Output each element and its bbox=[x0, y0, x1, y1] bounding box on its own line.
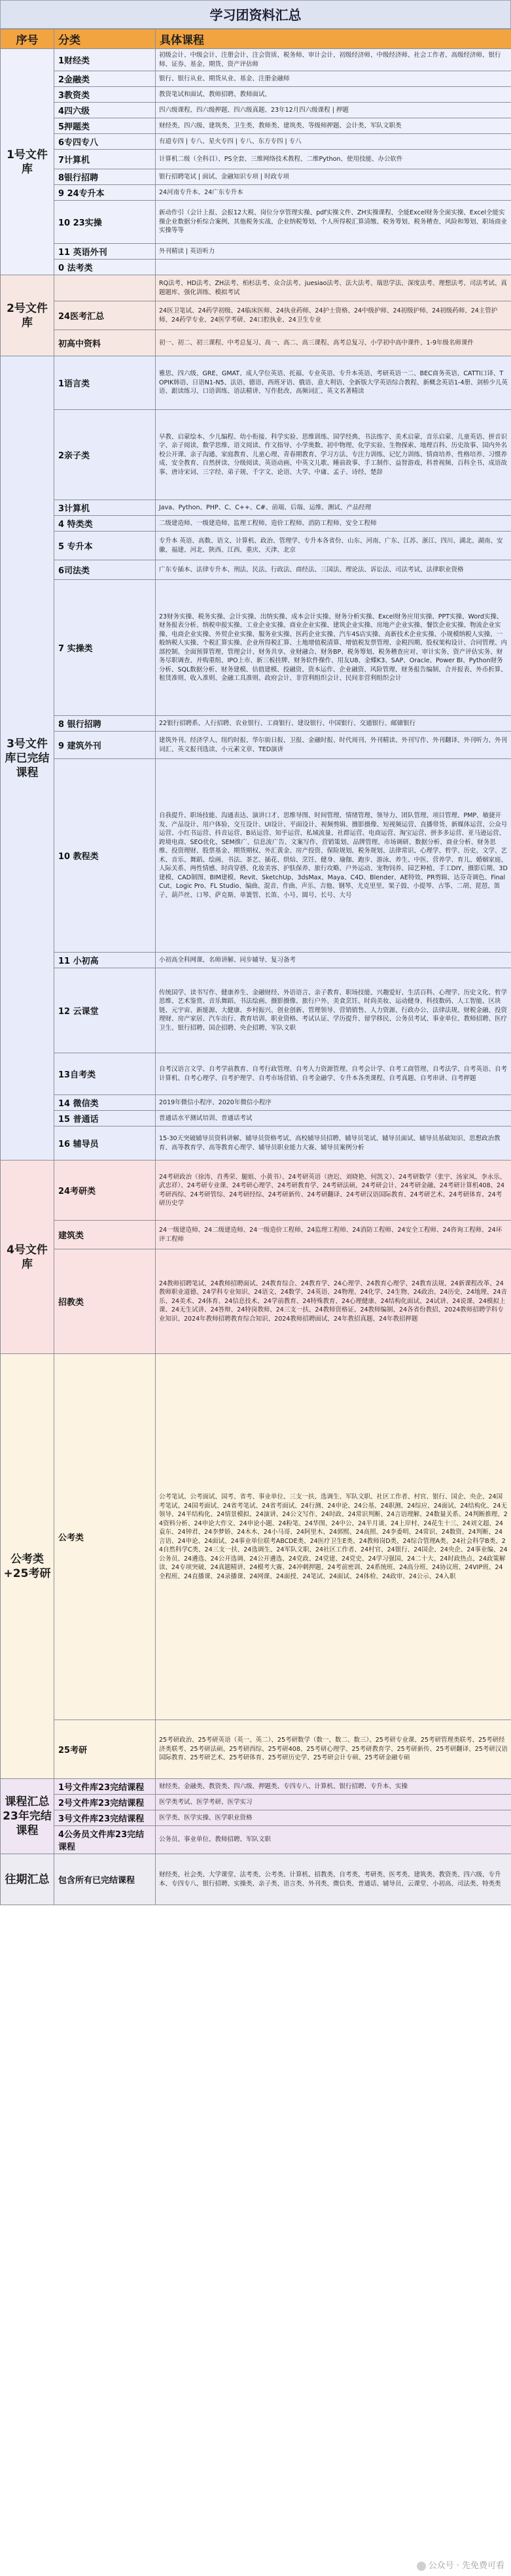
category-cell: 3计算机 bbox=[54, 500, 156, 516]
category-cell: 8银行招聘 bbox=[54, 169, 156, 185]
category-cell: 3教资类 bbox=[54, 87, 156, 103]
courses-cell: Java、Python、PHP、C、C++、C#、前端、后端、运维、测试、产品经理 bbox=[156, 500, 511, 516]
courses-cell: 15-30天突破辅导员资料讲解、辅导员资格考试、高校辅导员招聘、辅导员笔试、辅导员面试、辅导员基础知识、思想政治教育、高等教育学、高等教育心理学、辅导员职业能力大赛、辅导员案例分析 bbox=[156, 1127, 511, 1161]
category-cell: 14 微信类 bbox=[54, 1095, 156, 1111]
category-cell: 建筑类 bbox=[54, 1221, 156, 1249]
courses-cell: 2019年微信小程序、2020年微信小程序 bbox=[156, 1095, 511, 1111]
table-row bbox=[1, 103, 511, 118]
courses-cell: 22银行招聘系、人行招聘、农业银行、工商银行、建设银行、中国银行、交通银行、邮储银行 bbox=[156, 716, 511, 732]
category-cell: 4公务员文件库23完结课程 bbox=[54, 1826, 156, 1854]
table-row bbox=[1, 1111, 511, 1127]
category-cell: 10 教程类 bbox=[54, 759, 156, 953]
table-row bbox=[1, 1249, 511, 1354]
header-courses: 具体课程 bbox=[156, 29, 511, 49]
category-cell: 11 小初高 bbox=[54, 953, 156, 968]
courses-cell: 自考汉语言文学、自考学前教育、自考行政管理、自考人力资源管理、自考会计学、自考工商管理、自考法学、自考英语、自考计算机、自考心理学、自考护理学、自考市场营销、自考金融学、专升本各类课程、自考真题、自考串讲、自考押题 bbox=[156, 1053, 511, 1095]
table-row bbox=[1, 356, 511, 410]
courses-cell: 公考笔试、公考面试、国考、省考、事业单位、三支一扶、选调生、军队文职、社区工作者、村官、银行、国企、央企、24国考笔试、24国考面试、24省考笔试、24省考面试、24行测、24申论、24公基、24职测、24综应、24面试、24结构化、24无领导、24半结构化、24情景模拟、24演讲、24公文写作、24时政、24常识判断、24言语理解、24数量关系、24判断推理、24资料分析、24申论大作文、24申论小题、24粉笔、24华图、24中公、24半月谈、24上岸村、24花生十三、24刘文超、24袁东、24钟君、24李梦娇、24木木、24小马哥、24阿里木、24郭熙、24高照、24李委明、24常识、24数资、24判断、24言语、24申论、24面试、24事业单位联考ABCDE类、24医疗卫生E类、24教师岗D类、24综合管理A类、24社会科学B类、24自然科学C类、24三支一扶、24选调生、24军队文职、24社区工作者、24村官、24银行、24国企、24央企、24事业编、24公务员、24遴选、24公开选调、24公开遴选、24党政、24党建、24党史、24学习强国、24二十大、24时政热点、24政策解读、24专项突破、24真题精讲、24模考大赛、24冲刺押题、24考前密训、24系统班、24高分班、24协议班、24VIP班、24全程班、24直播课、24录播课、24网课、24面授、24笔试、24面试、24体检、24政审、24公示、24入职 bbox=[156, 1354, 511, 1720]
table-row bbox=[1, 71, 511, 87]
header-category: 分类 bbox=[54, 29, 156, 49]
courses-cell: 普通话水平测试培训、普通话考试 bbox=[156, 1111, 511, 1127]
table-row bbox=[1, 1720, 511, 1779]
table-row bbox=[1, 560, 511, 580]
category-cell: 1语言类 bbox=[54, 356, 156, 410]
library-label: 课程汇总23年完结课程 bbox=[1, 1779, 54, 1854]
table-row bbox=[1, 201, 511, 244]
table-row bbox=[1, 1161, 511, 1221]
table-row bbox=[1, 301, 511, 330]
table-row bbox=[1, 1354, 511, 1720]
courses-cell: 24河南专升本、24广东专升本 bbox=[156, 185, 511, 201]
category-cell: 包含所有已完结课程 bbox=[54, 1854, 156, 1905]
courses-cell: 教资笔试和面试、教师招聘、教师面试、 bbox=[156, 87, 511, 103]
table-row bbox=[1, 49, 511, 71]
courses-cell: 有道专四 | 专八、星火专四 | 专八、东方专四 | 专八 bbox=[156, 134, 511, 150]
courses-cell: 24一级建造师、24二级建造师、24一级造价工程师、24监理工程师、24消防工程师、24安全工程师、24咨询工程师、24环评工程师 bbox=[156, 1221, 511, 1249]
category-cell: 7 实操类 bbox=[54, 580, 156, 716]
table-header-row bbox=[1, 29, 511, 49]
table-row bbox=[1, 275, 511, 301]
category-cell: 24医考汇总 bbox=[54, 301, 156, 330]
courses-cell: 23财务实操、税务实操、会计实操、出纳实操、成本会计实操、财务分析实操、Excel财务应用实操、PPT实操、Word实操、财务报表分析、纳税申报实操、工业企业实操、商业企业实操、建筑企业实操、房地产企业实操、餐饮企业实操、物流企业实操、电商企业实操、外贸企业实操、服务业实操、医药企业实操、汽车4S店实操、高新技术企业实操、小规模纳税人实操、一般纳税人实操、个税汇算实操、企业所得税汇算、土地增值税清算、增值税发票管理、金税四期、股权架构设计、合同管理、内部控制、全面预算管理、管理会计、财务共享、业财融合、财务BP、税务筹划、税务稽查应对、审计实务、资产评估实务、财务尽职调查、并购重组、IPO上市、新三板挂牌、财务软件操作、用友U8、金蝶K3、SAP、Oracle、Power BI、Python财务分析、SQL数据分析、财务建模、估值建模、投融资、资本运作、企业融资、风险管理、财务报告编制、合并报表、外币折算、租赁准则、收入准则、金融工具准则、政府会计、非营利组织会计、民间非营利组织会计 bbox=[156, 580, 511, 716]
page-title: 学习团资料汇总 bbox=[0, 0, 511, 29]
courses-cell: 24教师招聘笔试、24教师招聘面试、24教育综合、24教育学、24心理学、24教育心理学、24教育法规、24新课程改革、24教师职业道德、24学科专业知识、24语文、24数学、24英语、24物理、24化学、24生物、24政治、24历史、24地理、24音乐、24美术、24体育、24信息技术、24学前教育、24特殊教育、24心理健康、24结构化面试、24试讲、24说课、24模拟上课、24无生试讲、24答辩、24特岗教师、24三支一扶、24教师资格证、24教师编制、24各省份教招、2024教师招聘学科专业知识、2024年教师招聘教育综合知识、2024教师招聘面试、24年教招真题、24年教招押题 bbox=[156, 1249, 511, 1354]
category-cell: 6专四专八 bbox=[54, 134, 156, 150]
watermark bbox=[417, 2558, 504, 2571]
library-label: 4号文件库 bbox=[1, 1161, 54, 1354]
courses-cell: 建筑外刊、经济学人、纽约时报、华尔街日报、卫报、金融时报、时代周刊、外刊精读、外刊写作、外刊翻译、外刊听力、外刊词汇、英文报刊选读、小元素文章、TED演讲 bbox=[156, 732, 511, 759]
courses-cell: 小初高全科网课、名师讲解、同步辅导、复习备考 bbox=[156, 953, 511, 968]
category-cell: 9 24专升本 bbox=[54, 185, 156, 201]
table-row bbox=[1, 244, 511, 260]
table-row bbox=[1, 500, 511, 516]
category-cell: 1号文件库23完结课程 bbox=[54, 1779, 156, 1795]
courses-cell: 四六级课程、四六级押题、四六级真题、23年12月四六级课程 | 押题 bbox=[156, 103, 511, 118]
table-row bbox=[1, 1826, 511, 1854]
table-row bbox=[1, 516, 511, 532]
courses-cell: 初级会计、中级会计、注册会计、注会资质、税务师、审计会计、初级经济师、中级经济师、社会工作者、高级经济师、银行师、证券、基金、期货、资产评估师 bbox=[156, 49, 511, 71]
library-label: 3号文件库已完结课程 bbox=[1, 356, 54, 1161]
courses-cell: 广东专插本、法律专升本、刑法、民法、行政法、商经法、三国法、理论法、诉讼法、司法考试、法律职业资格 bbox=[156, 560, 511, 580]
table-row bbox=[1, 1854, 511, 1905]
table-row bbox=[1, 87, 511, 103]
courses-cell: 早教、启蒙绘本、少儿编程、幼小衔接、科学实验、思维训练、国学经典、书法练字、美术启蒙、音乐启蒙、儿童英语、拼音识字、亲子阅读、数学思维、语文阅读、作文指导、小学奥数、初中物理、化学实验、生物探索、地理百科、历史故事、国内外名校公开课、亲子沟通、家庭教育、儿童心理、青春期教育、学习方法、专注力训练、记忆力训练、情商培养、性格培养、习惯养成、安全教育、自然拼读、分级阅读、英语动画、中英文儿歌、睡前故事、手工制作、益智游戏、科普视频、百科全书、成语故事、唐诗宋词、三字经、弟子规、千字文、论语、大学、中庸、孟子、诗经、楚辞 bbox=[156, 410, 511, 500]
courses-cell: 医学类、医学实操、医学职业资格 bbox=[156, 1810, 511, 1826]
table-row bbox=[1, 1095, 511, 1111]
courses-cell: 24医卫笔试、24药学初级、24临床医师、24执业药师、24护士资格、24中级护师、24初级护师、24初级药师、24主管护师、24药学专业、24医学考研、24口腔执业、24卫生专业 bbox=[156, 301, 511, 330]
category-cell: 招教类 bbox=[54, 1249, 156, 1354]
courses-cell: 二级建造师、一级建造师、监理工程师、造价工程师、消防工程师、安全工程师 bbox=[156, 516, 511, 532]
courses-cell: 25考研政治、25考研英语（英一、英二）、25考研数学（数一、数二、数三）、25考研专业课、25考研管理类联考、25考研经济类联考、25考研法硕、25考研西综、25考研408、25考研心理学、25考研教育学、25考研新传、25考研翻译、25考研汉语国际教育、25考研艺术、25考研体育、25考研历史学、25考研会计专硕、25考研金融专硕 bbox=[156, 1720, 511, 1779]
table-row bbox=[1, 1795, 511, 1810]
courses-cell bbox=[156, 260, 511, 275]
table-row bbox=[1, 134, 511, 150]
courses-cell: 新动作引（会计上报、会报12大税、岗位分享管理实操、pdf实操文件、ZH实操课程、全能Excel财务全面实操、Excel全能实操企业数据分析综合案例、其他税务实战、企业纳税筹划、个人所得税汇算清缴、税务筹划、税务稽查、风险和筹划、职场商业实操等等 bbox=[156, 201, 511, 244]
courses-cell: 24考研政治（徐涛、肖秀荣、腿姐、小黄书）、24考研英语（唐迟、刘晓艳、何凯文）、24考研数学（张宇、汤家凤、李永乐、武忠祥）、24考研专业课、24考研心理学、24考研教育学、24考研法硕、24考研会计、24考研金融、24考研计算机408、24考研西综、24考研管综、24考研经综、24考研新传、24考研翻译、24考研汉语国际教育、24考研艺术、24考研体育、24考研历史学 bbox=[156, 1161, 511, 1221]
category-cell: 12 云课堂 bbox=[54, 968, 156, 1053]
watermark-text: 公众号 · 先免费可看 bbox=[428, 2561, 504, 2571]
courses-cell: 专升本 英语、高数、语文、计算机、政治、管理学、专升本各省份、山东、河南、广东、江苏、浙江、四川、湖北、湖南、安徽、福建、河北、陕西、江西、重庆、天津、北京 bbox=[156, 532, 511, 560]
courses-cell: 银行招聘笔试 | 面试、金融知识专项 | 时政专项 bbox=[156, 169, 511, 185]
table-row bbox=[1, 150, 511, 169]
library-label: 往期汇总 bbox=[1, 1854, 54, 1905]
courses-cell: 财经类、四六级、建筑类、卫生类、教师类、建筑类、等级师押题、会计类、军队文职类 bbox=[156, 118, 511, 134]
category-cell: 初高中资料 bbox=[54, 330, 156, 356]
category-cell bbox=[54, 275, 156, 301]
courses-cell: 医学类考试、医学考研、医学实习 bbox=[156, 1795, 511, 1810]
library-label: 1号文件库 bbox=[1, 49, 54, 275]
table-row bbox=[1, 953, 511, 968]
category-cell: 25考研 bbox=[54, 1720, 156, 1779]
category-cell: 5押题类 bbox=[54, 118, 156, 134]
table-row bbox=[1, 410, 511, 500]
category-cell: 4四六级 bbox=[54, 103, 156, 118]
table-row bbox=[1, 1053, 511, 1095]
category-cell: 6司法类 bbox=[54, 560, 156, 580]
courses-cell: 雅思、四六级、GRE、GMAT、成人学位英语、托福、专业英语、专升本英语、考研英语一二、BEC商务英语、CATTI口译、TOPIK韩语、日语N1-N5、法语、德语、西班牙语、俄语、意大利语、全新版大学英语综合教程、新概念英语1-4册、剑桥少儿英语、跟读练习、口语训练、语法精讲、写作批改、高频词汇、英文名著精读 bbox=[156, 356, 511, 410]
table-row bbox=[1, 169, 511, 185]
category-cell: 24考研类 bbox=[54, 1161, 156, 1221]
category-cell: 1财经类 bbox=[54, 49, 156, 71]
table-row bbox=[1, 330, 511, 356]
category-cell: 2号文件库23完结课程 bbox=[54, 1795, 156, 1810]
courses-cell: 初一、初二、初三课程、中考总复习、高一、高二、高三课程、高考总复习、小学初中高中课件、1-9年级名师课件 bbox=[156, 330, 511, 356]
courses-cell: 公务员、事业单位、教师招聘、军队文职 bbox=[156, 1826, 511, 1854]
category-cell: 7计算机 bbox=[54, 150, 156, 169]
courses-cell: 财经类、社会类、大学课堂、法考类、公考类、计算机、招教类、自考类、考研类、医考类、建筑类、教资类、四六级、专升本、专四专八、银行招聘、实操类、亲子类、语言类、外刊类、微信类、普通话、辅导员、云课堂、小初高、司法类、特类类 bbox=[156, 1854, 511, 1905]
category-cell: 2金融类 bbox=[54, 71, 156, 87]
table-row bbox=[1, 716, 511, 732]
courses-cell: 财经类、金融类、教资类、四六级、押题类、专四专八、计算机、银行招聘、专升本、实操 bbox=[156, 1779, 511, 1795]
table-row bbox=[1, 968, 511, 1053]
category-cell: 11 英语外刊 bbox=[54, 244, 156, 260]
table-row bbox=[1, 260, 511, 275]
table-row bbox=[1, 1221, 511, 1249]
courses-cell: 传统国学、读书写作、健康养生、金融财经、外语语言、亲子教育、职场技能、兴趣爱好、生活百科、心理学、历史文化、哲学思维、艺术鉴赏、音乐舞蹈、书法绘画、摄影摄像、旅行户外、美食烹饪、时尚美妆、运动健身、科技数码、人工智能、区块链、元宇宙、新能源、大健康、乡村振兴、创业创新、管理领导、营销销售、人力资源、行政办公、法律法规、财税金融、投资理财、房产家居、汽车出行、教育培训、职业资格、考试认证、学历提升、留学移民、公务员考试、事业单位、教师招聘、医疗卫生、银行招聘、国企招聘、央企招聘、军队文职 bbox=[156, 968, 511, 1053]
table-row bbox=[1, 1779, 511, 1795]
library-label: 公考类+25考研 bbox=[1, 1354, 54, 1779]
table-body bbox=[1, 49, 511, 1905]
course-table bbox=[0, 29, 511, 1905]
wechat-icon bbox=[417, 2562, 426, 2571]
category-cell: 16 辅导员 bbox=[54, 1127, 156, 1161]
table-row bbox=[1, 185, 511, 201]
category-cell: 3号文件库23完结课程 bbox=[54, 1810, 156, 1826]
table-row bbox=[1, 732, 511, 759]
category-cell: 8 银行招聘 bbox=[54, 716, 156, 732]
category-cell: 0 法考类 bbox=[54, 260, 156, 275]
courses-cell: 银行、银行从业、期货从业、基金、注册金融师 bbox=[156, 71, 511, 87]
table-row bbox=[1, 532, 511, 560]
category-cell: 13自考类 bbox=[54, 1053, 156, 1095]
table-row bbox=[1, 118, 511, 134]
category-cell: 公考类 bbox=[54, 1354, 156, 1720]
table-row bbox=[1, 759, 511, 953]
library-label: 2号文件库 bbox=[1, 275, 54, 356]
category-cell: 10 23实操 bbox=[54, 201, 156, 244]
courses-cell: 自我提升、职场技能、沟通表达、演讲口才、思维导图、时间管理、情绪管理、领导力、团队管理、项目管理、PMP、敏捷开发、产品设计、用户体验、交互设计、UI设计、平面设计、视频剪辑、摄影摄像、短视频运营、直播带货、新媒体运营、公众号运营、小红书运营、抖音运营、B站运营、知乎运营、私域流量、社群运营、电商运营、淘宝运营、拼多多运营、亚马逊运营、跨境电商、SEO优化、SEM推广、信息流广告、文案写作、营销策划、品牌管理、市场调研、数据分析、商业分析、财务思维、投资理财、股票基金、期货期权、外汇黄金、房产投资、保险规划、税务规划、法律常识、心理学、哲学、历史、文学、艺术、音乐、舞蹈、绘画、书法、茶艺、插花、烘焙、烹饪、健身、瑜伽、跑步、游泳、养生、中医、营养学、育儿、婚姻家庭、人际关系、两性情感、时尚穿搭、化妆美容、护肤保养、旅行攻略、户外运动、宠物饲养、园艺种植、手工DIY、摄影后期、3D建模、CAD制图、BIM建模、Revit、SketchUp、3dsMax、Maya、C4D、Blender、AE特效、PR剪辑、达芬奇调色、Final Cut、Logic Pro、FL Studio、编曲、混音、作曲、声乐、吉他、钢琴、尤克里里、架子鼓、小提琴、古筝、二胡、琵琶、笛子、葫芦丝、口琴、萨克斯、单簧管、长笛、小号、圆号、长号、大号 bbox=[156, 759, 511, 953]
header-index: 序号 bbox=[1, 29, 54, 49]
courses-cell: 外刊精读 | 英语听力 bbox=[156, 244, 511, 260]
category-cell: 15 普通话 bbox=[54, 1111, 156, 1127]
courses-cell: 计算机二级（全科目）、PS全套、三维网络技术教程、二维Python、使用技能、办公软件 bbox=[156, 150, 511, 169]
category-cell: 2亲子类 bbox=[54, 410, 156, 500]
category-cell: 5 专升本 bbox=[54, 532, 156, 560]
table-row bbox=[1, 1127, 511, 1161]
table-row bbox=[1, 580, 511, 716]
courses-cell: RQ法考、HD法考、ZH法考、柏杉法考、众合法考、juesiao法考、法大法考、瑞思学法、深度法考、理想法考、司法考试、真题题库、强化训练、模拟考试 bbox=[156, 275, 511, 301]
category-cell: 9 建筑外刊 bbox=[54, 732, 156, 759]
category-cell: 4 特类类 bbox=[54, 516, 156, 532]
table-row bbox=[1, 1810, 511, 1826]
